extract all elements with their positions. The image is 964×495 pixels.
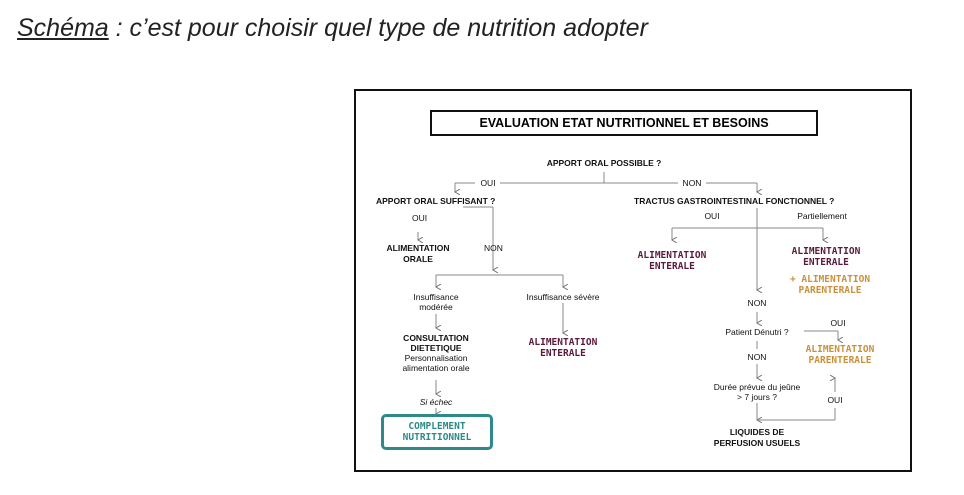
label-oui-3: OUI	[704, 211, 720, 221]
label-non-2: NON	[484, 243, 503, 253]
consultation-dietetique: CONSULTATION DIETETIQUE Personnalisation alimentation orale	[402, 333, 470, 373]
label-oui-5: OUI	[827, 395, 843, 405]
diagram-title: EVALUATION ETAT NUTRITIONNEL ET BESOINS	[430, 110, 818, 136]
heading-rest: : c’est pour choisir quel type de nutrition adopter	[108, 14, 648, 42]
alimentation-parenterale-plus: + ALIMENTATION PARENTERALE	[789, 274, 871, 296]
liquides-perfusion: LIQUIDES DE PERFUSION USUELS	[713, 427, 801, 448]
alimentation-enterale-right: ALIMENTATION ENTERALE	[791, 246, 861, 268]
label-partiellement: Partiellement	[797, 211, 847, 221]
alimentation-orale: ALIMENTATION ORALE	[386, 243, 450, 264]
si-echec: Si échec	[419, 397, 453, 407]
label-oui-1: OUI	[480, 178, 496, 188]
question-tractus: TRACTUS GASTROINTESTINAL FONCTIONNEL ?	[634, 196, 835, 206]
label-non-3: NON	[747, 298, 767, 308]
label-oui-4: OUI	[830, 318, 846, 328]
alimentation-parenterale: ALIMENTATION PARENTERALE	[805, 344, 875, 366]
question-patient-denutri: Patient Dénutri ?	[725, 327, 789, 337]
complement-nutritionnel-box: COMPLEMENT NUTRITIONNEL	[381, 414, 493, 450]
label-oui-2: OUI	[412, 213, 428, 223]
insuffisance-severe: Insuffisance sévère	[526, 292, 600, 302]
label-non-4: NON	[747, 352, 767, 362]
alimentation-enterale-left: ALIMENTATION ENTERALE	[528, 337, 598, 359]
question-apport-suffisant: APPORT ORAL SUFFISANT ?	[376, 196, 496, 206]
insuffisance-moderee: Insuffisance modérée	[413, 292, 459, 312]
question-duree-jeune: Durée prévue du jeûne > 7 jours ?	[713, 382, 801, 402]
heading-underlined: Schéma	[17, 14, 109, 42]
alimentation-enterale-mid: ALIMENTATION ENTERALE	[637, 250, 707, 272]
question-apport-oral: APPORT ORAL POSSIBLE ?	[546, 158, 662, 168]
label-non-1: NON	[682, 178, 702, 188]
